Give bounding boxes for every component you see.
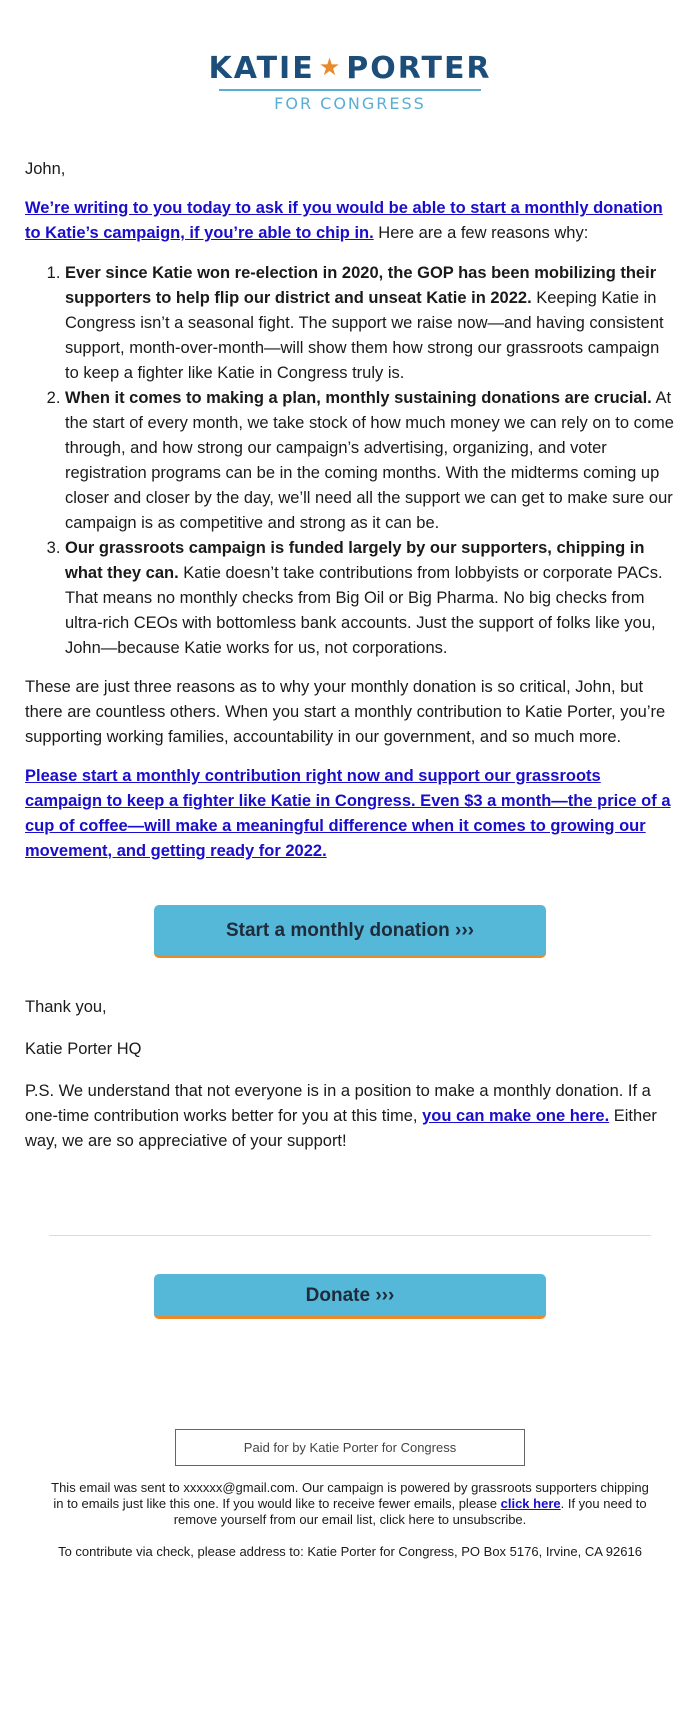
- reason-item: [65, 261, 675, 386]
- intro-donate-link[interactable]: We’re writing to you today to ask if you would be able to start a monthly donation to Katie’s campaign, if you’re able to chip in.: [25, 199, 663, 242]
- donate-button-row: [0, 1236, 700, 1319]
- thanks-text: Thank you,: [25, 998, 107, 1016]
- greeting: John,: [25, 160, 66, 178]
- one-time-donation-link[interactable]: you can make one here.: [422, 1107, 610, 1125]
- reasons-list: [25, 261, 675, 661]
- reason-heading: Ever since Katie won re-election in 2020, the GOP has been mobilizing their supporters to help flip our district and unseat Katie in 2022.: [65, 264, 657, 307]
- reason-text: At the start of every month, we take stock of how much money we can rely on to come through, and how strong our campaign’s advertising, organizing, and voter registration programs can be in the coming months. With the midterms coming up closer and closer by the day, we’ll need all the support we can get to make sure our campaign is as competitive and strong as it can be.: [65, 389, 674, 532]
- signature: Katie Porter HQ: [25, 1040, 142, 1058]
- campaign-logo: [0, 0, 700, 112]
- email-content: [0, 157, 700, 1154]
- footer-notice-after: . If you need to remove yourself from our email list, click here to unsubscribe.: [173, 1496, 647, 1527]
- paid-for-disclaimer: Paid for by Katie Porter for Congress: [175, 1429, 525, 1466]
- donate-button[interactable]: Donate ›››: [154, 1274, 546, 1319]
- reason-item: [65, 386, 675, 536]
- monthly-button-row: [25, 864, 675, 958]
- ps-after: Either way, we are so appreciative of your support!: [25, 1107, 657, 1150]
- cta-paragraph: [25, 764, 675, 864]
- fewer-emails-link[interactable]: click here: [500, 1496, 561, 1511]
- intro-tail: Here are a few reasons why:: [373, 224, 589, 242]
- mailing-address: To contribute via check, please address to: Katie Porter for Congress, PO Box 5176, Irvine, CA 92616: [58, 1544, 642, 1559]
- logo-divider: [219, 89, 481, 91]
- logo-name-left: KATIE: [208, 51, 315, 86]
- closing-paragraph: These are just three reasons as to why your monthly donation is so critical, John, but there are countless others. When you start a monthly contribution to Katie Porter, you’re supporting working families, accountability in our government, and so much more.: [25, 678, 666, 746]
- intro-paragraph: [25, 196, 675, 246]
- ps-paragraph: [25, 1079, 675, 1154]
- reason-heading: When it comes to making a plan, monthly sustaining donations are crucial.: [65, 389, 652, 407]
- logo-name-right: PORTER: [346, 51, 492, 86]
- email-footer: [45, 1480, 655, 1560]
- footer-notice-before: This email was sent to xxxxxx@gmail.com. Our campaign is powered by grassroots supporters chipping in to emails just like this one. If you would like to receive fewer emails, please: [51, 1480, 649, 1511]
- start-monthly-donation-button[interactable]: Start a monthly donation ›››: [154, 905, 546, 958]
- reason-item: [65, 536, 675, 661]
- monthly-contribution-link[interactable]: Please start a monthly contribution right now and support our grassroots campaign to keep a fighter like Katie in Congress. Even $3 a month—the price of a cup of coffee—will make a meaningful difference when it comes to growing our movement, and getting ready for 2022.: [25, 767, 671, 860]
- star-icon: ★: [318, 53, 343, 81]
- logo-subtitle: FOR CONGRESS: [274, 94, 426, 113]
- reason-text: Keeping Katie in Congress isn’t a seasonal fight. The support we raise now—and having consistent support, month-over-month—will show them how strong our grassroots campaign to keep a fighter like Katie in Congress truly is.: [65, 289, 664, 382]
- logo-wordmark: [208, 50, 491, 86]
- footer-notice: [45, 1480, 655, 1528]
- ps-before: P.S. We understand that not everyone is in a position to make a monthly donation. If a one-time contribution works better for you at this time,: [25, 1082, 651, 1125]
- reason-text: Katie doesn’t take contributions from lobbyists or corporate PACs. That means no monthly checks from Big Oil or Big Pharma. No big checks from ultra-rich CEOs with bottomless bank accounts. Just the support of folks like you, John—because Katie works for us, not corporations.: [65, 564, 663, 657]
- reason-heading: Our grassroots campaign is funded largely by our supporters, chipping in what they can.: [65, 539, 645, 582]
